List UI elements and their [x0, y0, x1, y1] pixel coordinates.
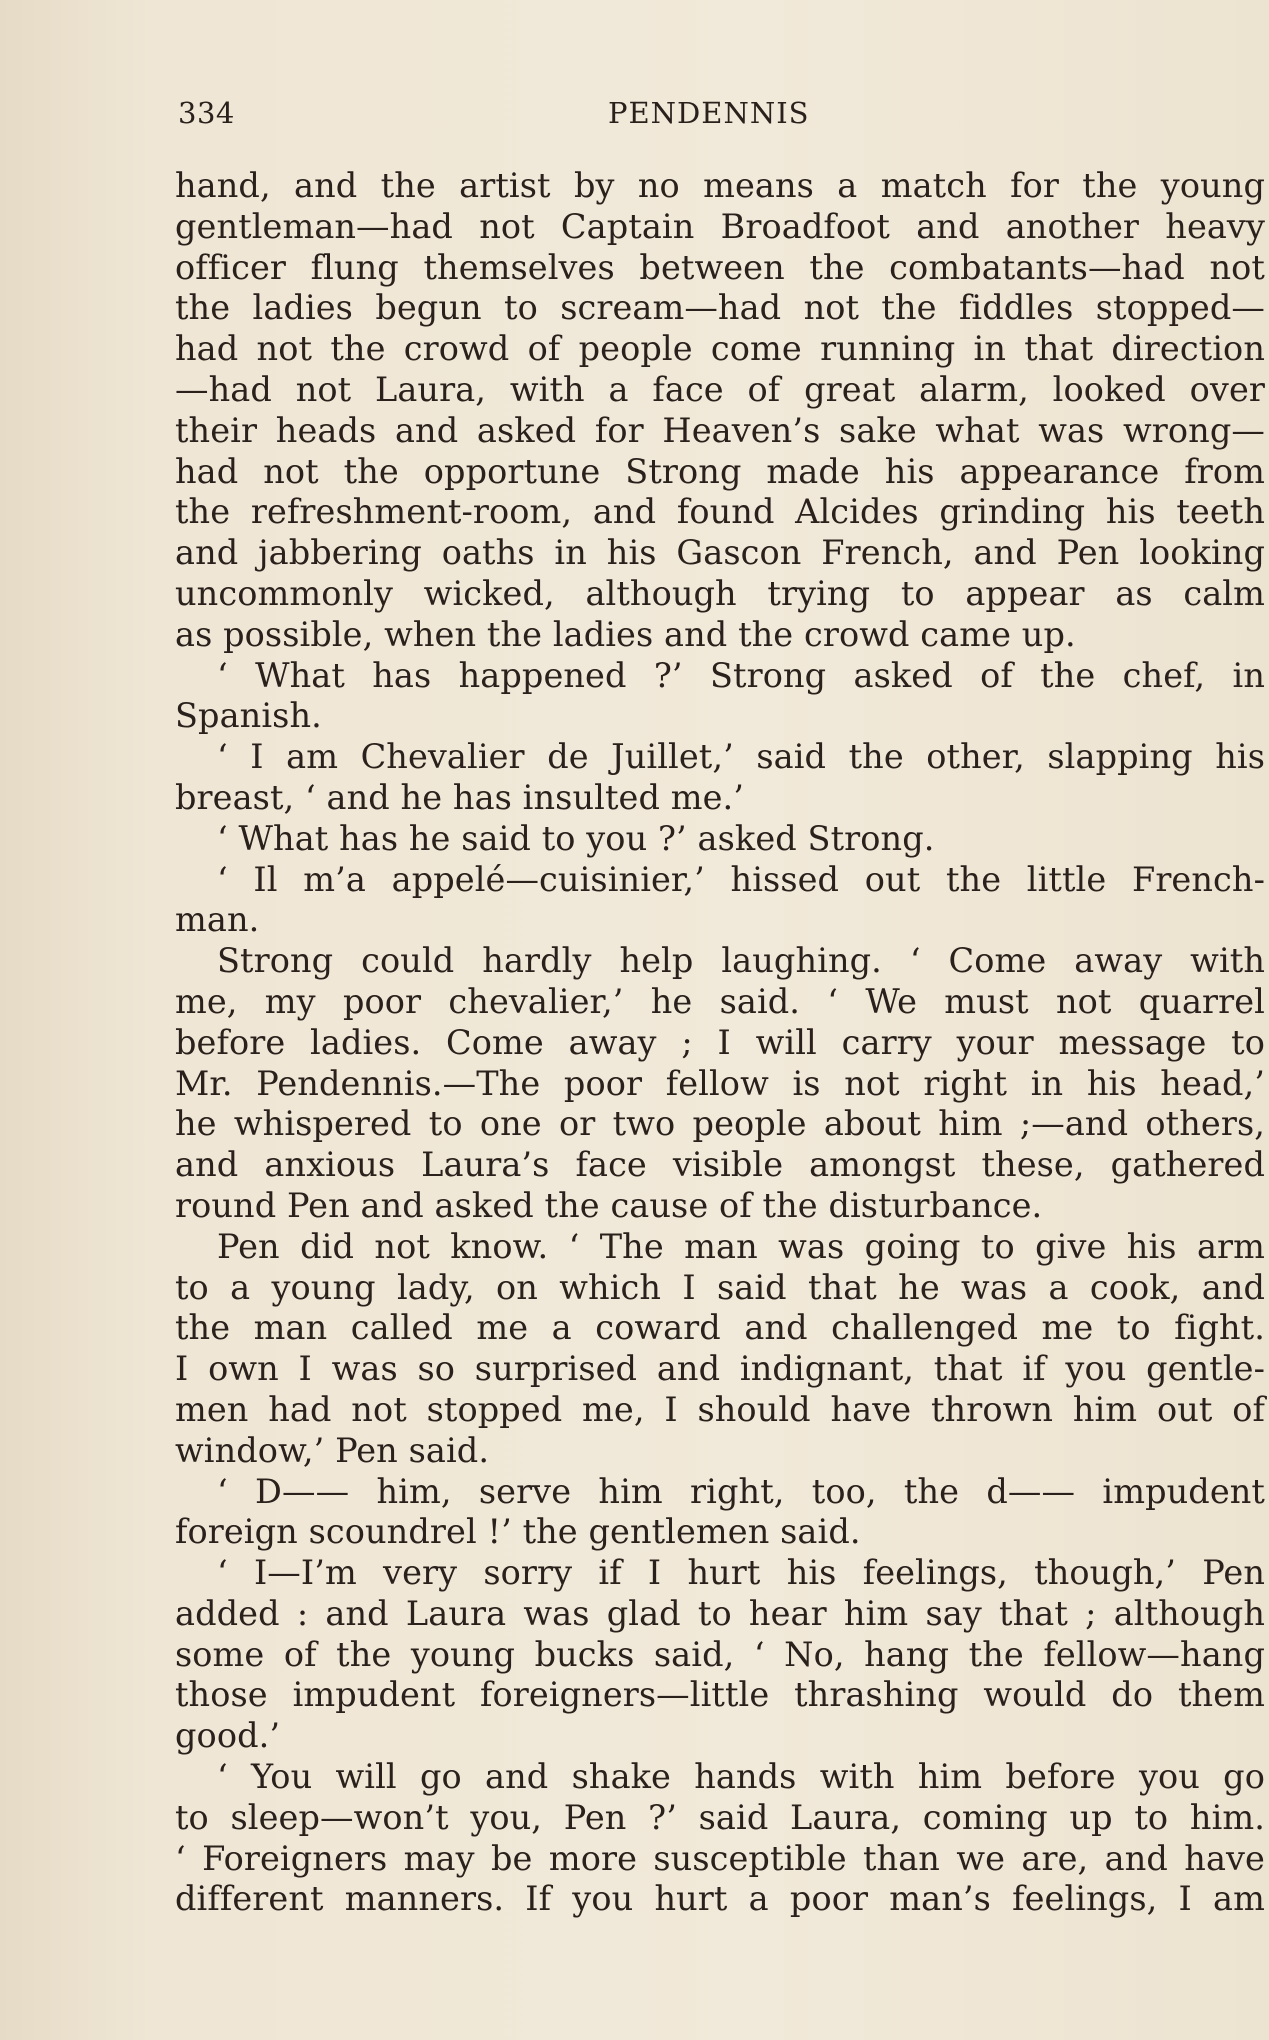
text-line: ‘ Il m’a appelé—cuisinier,’ hissed out the little French- — [217, 859, 1265, 899]
text-line: the ladies begun to scream—had not the fiddles stopped— — [175, 288, 1265, 328]
text-line: man. — [175, 900, 260, 940]
text-line: me, my poor chevalier,’ he said. ‘ We must not quarrel — [175, 981, 1265, 1021]
text-line: had not the opportune Strong made his appearance from — [175, 451, 1265, 491]
text-line: breast, ‘ and he has insulted me.’ — [175, 777, 745, 817]
text-line: the refreshment-room, and found Alcides grinding his teeth — [175, 492, 1265, 532]
text-line: and anxious Laura’s face visible amongst these, gathered — [175, 1145, 1265, 1185]
text-line: their heads and asked for Heaven’s sake what was wrong— — [175, 410, 1265, 450]
text-line: ‘ You will go and shake hands with him before you go — [217, 1757, 1265, 1797]
text-line: and jabbering oaths in his Gascon French, and Pen looking — [175, 533, 1265, 573]
text-line: round Pen and asked the cause of the disturbance. — [175, 1185, 1043, 1225]
text-line: different manners. If you hurt a poor man’s feelings, I am — [175, 1879, 1265, 1919]
text-line: good.’ — [175, 1716, 281, 1756]
text-line: Strong could hardly help laughing. ‘ Come away with — [217, 941, 1265, 981]
text-line: ‘ Foreigners may be more susceptible than we are, and have — [175, 1838, 1265, 1878]
text-line: men had not stopped me, I should have thrown him out of — [175, 1389, 1265, 1429]
text-line: Pen did not know. ‘ The man was going to give his arm — [217, 1226, 1265, 1266]
text-line: I own I was so surprised and indignant, that if you gentle- — [175, 1349, 1265, 1389]
text-line: ‘ What has he said to you ?’ asked Strong. — [217, 818, 935, 858]
text-line: gentleman—had not Captain Broadfoot and another heavy — [175, 206, 1265, 246]
text-line: ‘ What has happened ?’ Strong asked of the chef, in — [217, 655, 1265, 695]
text-line: some of the young bucks said, ‘ No, hang the fellow—hang — [175, 1634, 1265, 1674]
text-line: uncommonly wicked, although trying to appear as calm — [175, 573, 1265, 613]
text-line: officer flung themselves between the combatants—had not — [175, 247, 1265, 287]
body-text — [175, 166, 1265, 1920]
page-number: 334 — [178, 96, 235, 130]
page-header — [178, 96, 1248, 136]
text-line: those impudent foreigners—little thrashing would do them — [175, 1675, 1265, 1715]
text-line: he whispered to one or two people about him ;—and others, — [175, 1104, 1265, 1144]
text-line: Spanish. — [175, 696, 322, 736]
text-line: the man called me a coward and challenged me to fight. — [175, 1308, 1265, 1348]
text-line: before ladies. Come away ; I will carry your message to — [175, 1022, 1265, 1062]
text-line: ‘ I—I’m very sorry if I hurt his feelings, though,’ Pen — [217, 1553, 1265, 1593]
text-line: —had not Laura, with a face of great alarm, looked over — [175, 369, 1265, 409]
text-line: had not the crowd of people come running in that direction — [175, 329, 1265, 369]
text-line: hand, and the artist by no means a match for the young — [175, 166, 1265, 205]
text-line: Mr. Pendennis.—The poor fellow is not right in his head,’ — [175, 1063, 1265, 1103]
text-line: as possible, when the ladies and the crowd came up. — [175, 614, 1076, 654]
text-line: foreign scoundrel !’ the gentlemen said. — [175, 1512, 861, 1552]
text-line: ‘ I am Chevalier de Juillet,’ said the other, slapping his — [217, 737, 1265, 777]
text-line: window,’ Pen said. — [175, 1430, 490, 1470]
text-line: to a young lady, on which I said that he was a cook, and — [175, 1267, 1265, 1307]
text-line: to sleep—won’t you, Pen ?’ said Laura, coming up to him. — [175, 1797, 1265, 1837]
text-line: ‘ D—— him, serve him right, too, the d—— impudent — [217, 1471, 1265, 1511]
running-title: PENDENNIS — [608, 96, 810, 130]
text-line: added : and Laura was glad to hear him say that ; although — [175, 1593, 1265, 1633]
